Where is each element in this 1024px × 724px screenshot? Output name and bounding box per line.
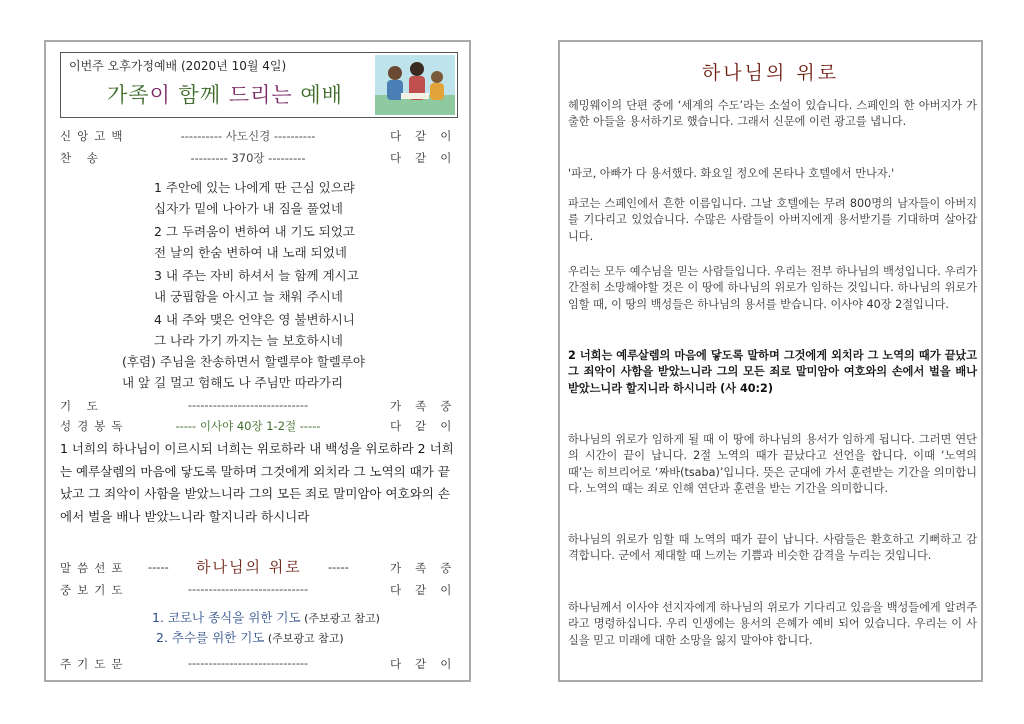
order-label: 주기도문	[60, 657, 129, 671]
order-leader: 다같이	[390, 151, 466, 165]
scripture-passage: 1 너희의 하나님이 이르시되 너희는 위로하라 내 백성을 위로하라 2 너희는 예루살렘의 마음에 닿도록 말하며 그것에게 외치라 그 노역의 때가 끝났고 그 죄악이 사함을 받았느니라 그의 모든 죄로 말미암아 여호와의 손에서 벌을 배나 받았느니라 할지니라 하시니라	[60, 441, 454, 524]
service-date-subtitle: 이번주 오후가정예배 (2020년 10월 4일)	[69, 59, 287, 73]
hymn-line: 전 날의 한숨 변하여 내 노래 되었네	[154, 245, 347, 260]
order-leader: 다같이	[390, 419, 466, 433]
title-word-together: 함께	[178, 83, 222, 107]
order-leader: 다같이	[390, 129, 466, 143]
order-detail: -----------------------------	[187, 656, 309, 670]
title-word-family: 가족	[107, 83, 150, 107]
order-leader: 다같이	[390, 583, 466, 597]
order-detail: -----------------------------	[187, 582, 309, 596]
hymn-line: 2 그 두려움이 변하여 내 기도 되었고	[154, 224, 355, 239]
order-label: 기 도	[60, 399, 104, 413]
sermon-paragraph: 하나님께서 이사야 선지자에게 하나님의 위로가 기다리고 있음을 백성들에게 알려주라고 명령하십니다. 우리 인생에는 용서의 은혜가 예비 되어 있습니다. 우리는 이 사실을 믿고 미래에 대한 소망을 잃지 말아야 합니다.	[568, 601, 977, 647]
title-particle: 이	[149, 83, 179, 107]
hymn-line: 내 앞 길 멀고 험해도 나 주님만 따라가리	[122, 375, 344, 390]
sermon-paragraph: 하나님의 위로가 임할 때 노역의 때가 끝이 납니다. 사람들은 환호하고 기뻐하고 감격합니다. 군에서 제대할 때 느끼는 기쁨과 비슷한 감격을 누리는 것입니다.	[568, 533, 977, 563]
order-label: 찬 송	[60, 151, 104, 165]
prayer-topic-note: (주보광고 참고)	[300, 612, 380, 625]
hymn-line: (후렴) 주님을 찬송하면서 할렐루야 할렐루야	[122, 354, 365, 369]
sermon-paragraph: 하나님의 위로가 임하게 될 때 이 땅에 하나님의 용서가 임하게 됩니다. 그러면 연단의 시간이 끝이 납니다. 2절 노역의 때가 끝났다고 선언을 합니다. 이때 ‘노역의 때’는 히브리어로 ‘짜바(tsaba)’입니다. 뜻은 군대에 가서 훈련받는 기간을 의미합니다. 노역의 때는 죄로 인해 연단과 훈련을 받는 기간을 의미합니다.	[568, 433, 977, 495]
order-label: 중보기도	[60, 583, 129, 597]
family-illustration	[375, 55, 455, 115]
order-leader: 가족중	[390, 399, 466, 413]
title-word-worship: 예배	[300, 83, 343, 107]
sermon-paragraph: '파코, 아빠가 다 용서했다. 화요일 정오에 몬타나 호텔에서 만나자.'	[568, 167, 895, 180]
prayer-topic-note: (주보광고 참고)	[264, 632, 344, 645]
service-title	[107, 79, 343, 109]
order-detail: ---------- 사도신경 ----------	[180, 129, 316, 143]
order-leader: 가족중	[390, 561, 466, 575]
order-label: 성경봉독	[60, 419, 129, 433]
order-detail: --------- 370장 ---------	[190, 151, 306, 165]
sermon-paragraph: 우리는 모두 예수님을 믿는 사람들입니다. 우리는 전부 하나님의 백성입니다. 우리가 간절히 소망해야할 것은 이 땅에 하나님의 위로가 임하는 것입니다. 하나님의 위로가 임할 때, 이 땅의 백성들은 하나님의 용서를 받습니다. 이사야 40장 2절입니다.	[568, 265, 977, 311]
hymn-line: 4 내 주와 맺은 언약은 영 불변하시니	[154, 312, 355, 327]
sermon-page-title: 하나님의 위로	[701, 62, 840, 84]
sermon-title: 하나님의 위로	[196, 558, 302, 576]
order-dashes: -----	[328, 560, 349, 574]
order-leader: 다같이	[390, 657, 466, 671]
sermon-scripture-quote: 2 너희는 예루살렘의 마음에 닿도록 말하며 그것에게 외치라 그 노역의 때가 끝났고 그 죄악이 사함을 받았느니라 그의 모든 죄로 말미암아 여호와의 손에서 벌을 배나 받았느니라 할지니라 하시니라 (사 40:2)	[568, 349, 977, 395]
hymn-line: 1 주안에 있는 나에게 딴 근심 있으랴	[154, 180, 355, 195]
title-word-offer: 드리는	[221, 83, 301, 107]
order-detail: ----- 이사야 40장 1-2절 -----	[175, 419, 321, 433]
order-detail: -----------------------------	[187, 398, 309, 412]
bulletin-left-page	[44, 40, 471, 682]
order-label: 말씀선포	[60, 561, 129, 575]
prayer-topic	[152, 608, 380, 626]
hymn-line: 내 궁핍함을 아시고 늘 채워 주시네	[154, 289, 343, 304]
order-dashes: -----	[148, 560, 169, 574]
sermon-right-page	[558, 40, 983, 682]
hymn-line: 그 나라 가기 까지는 늘 보호하시네	[154, 333, 343, 348]
prayer-topic-text: 2. 추수를 위한 기도	[156, 630, 265, 645]
sermon-paragraph: 파코는 스페인에서 흔한 이름입니다. 그날 호텔에는 무려 800명의 남자들이 아버지를 기다리고 있었습니다. 수많은 사람들이 아버지에게 용서받기를 기대하며 살아갑니다.	[568, 197, 977, 243]
prayer-topic-text: 1. 코로나 종식을 위한 기도	[152, 610, 301, 625]
prayer-topic	[156, 628, 344, 646]
hymn-line: 3 내 주는 자비 하셔서 늘 함께 계시고	[154, 268, 359, 283]
order-label: 신앙고백	[60, 129, 129, 143]
hymn-line: 십자가 밑에 나아가 내 짐을 풀었네	[154, 201, 343, 216]
bulletin-header	[60, 52, 458, 118]
sermon-paragraph: 헤밍웨이의 단편 중에 ‘세계의 수도’라는 소설이 있습니다. 스페인의 한 아버지가 가출한 아들을 용서하기로 했습니다. 그래서 신문에 이런 광고를 냅니다.	[568, 99, 977, 129]
